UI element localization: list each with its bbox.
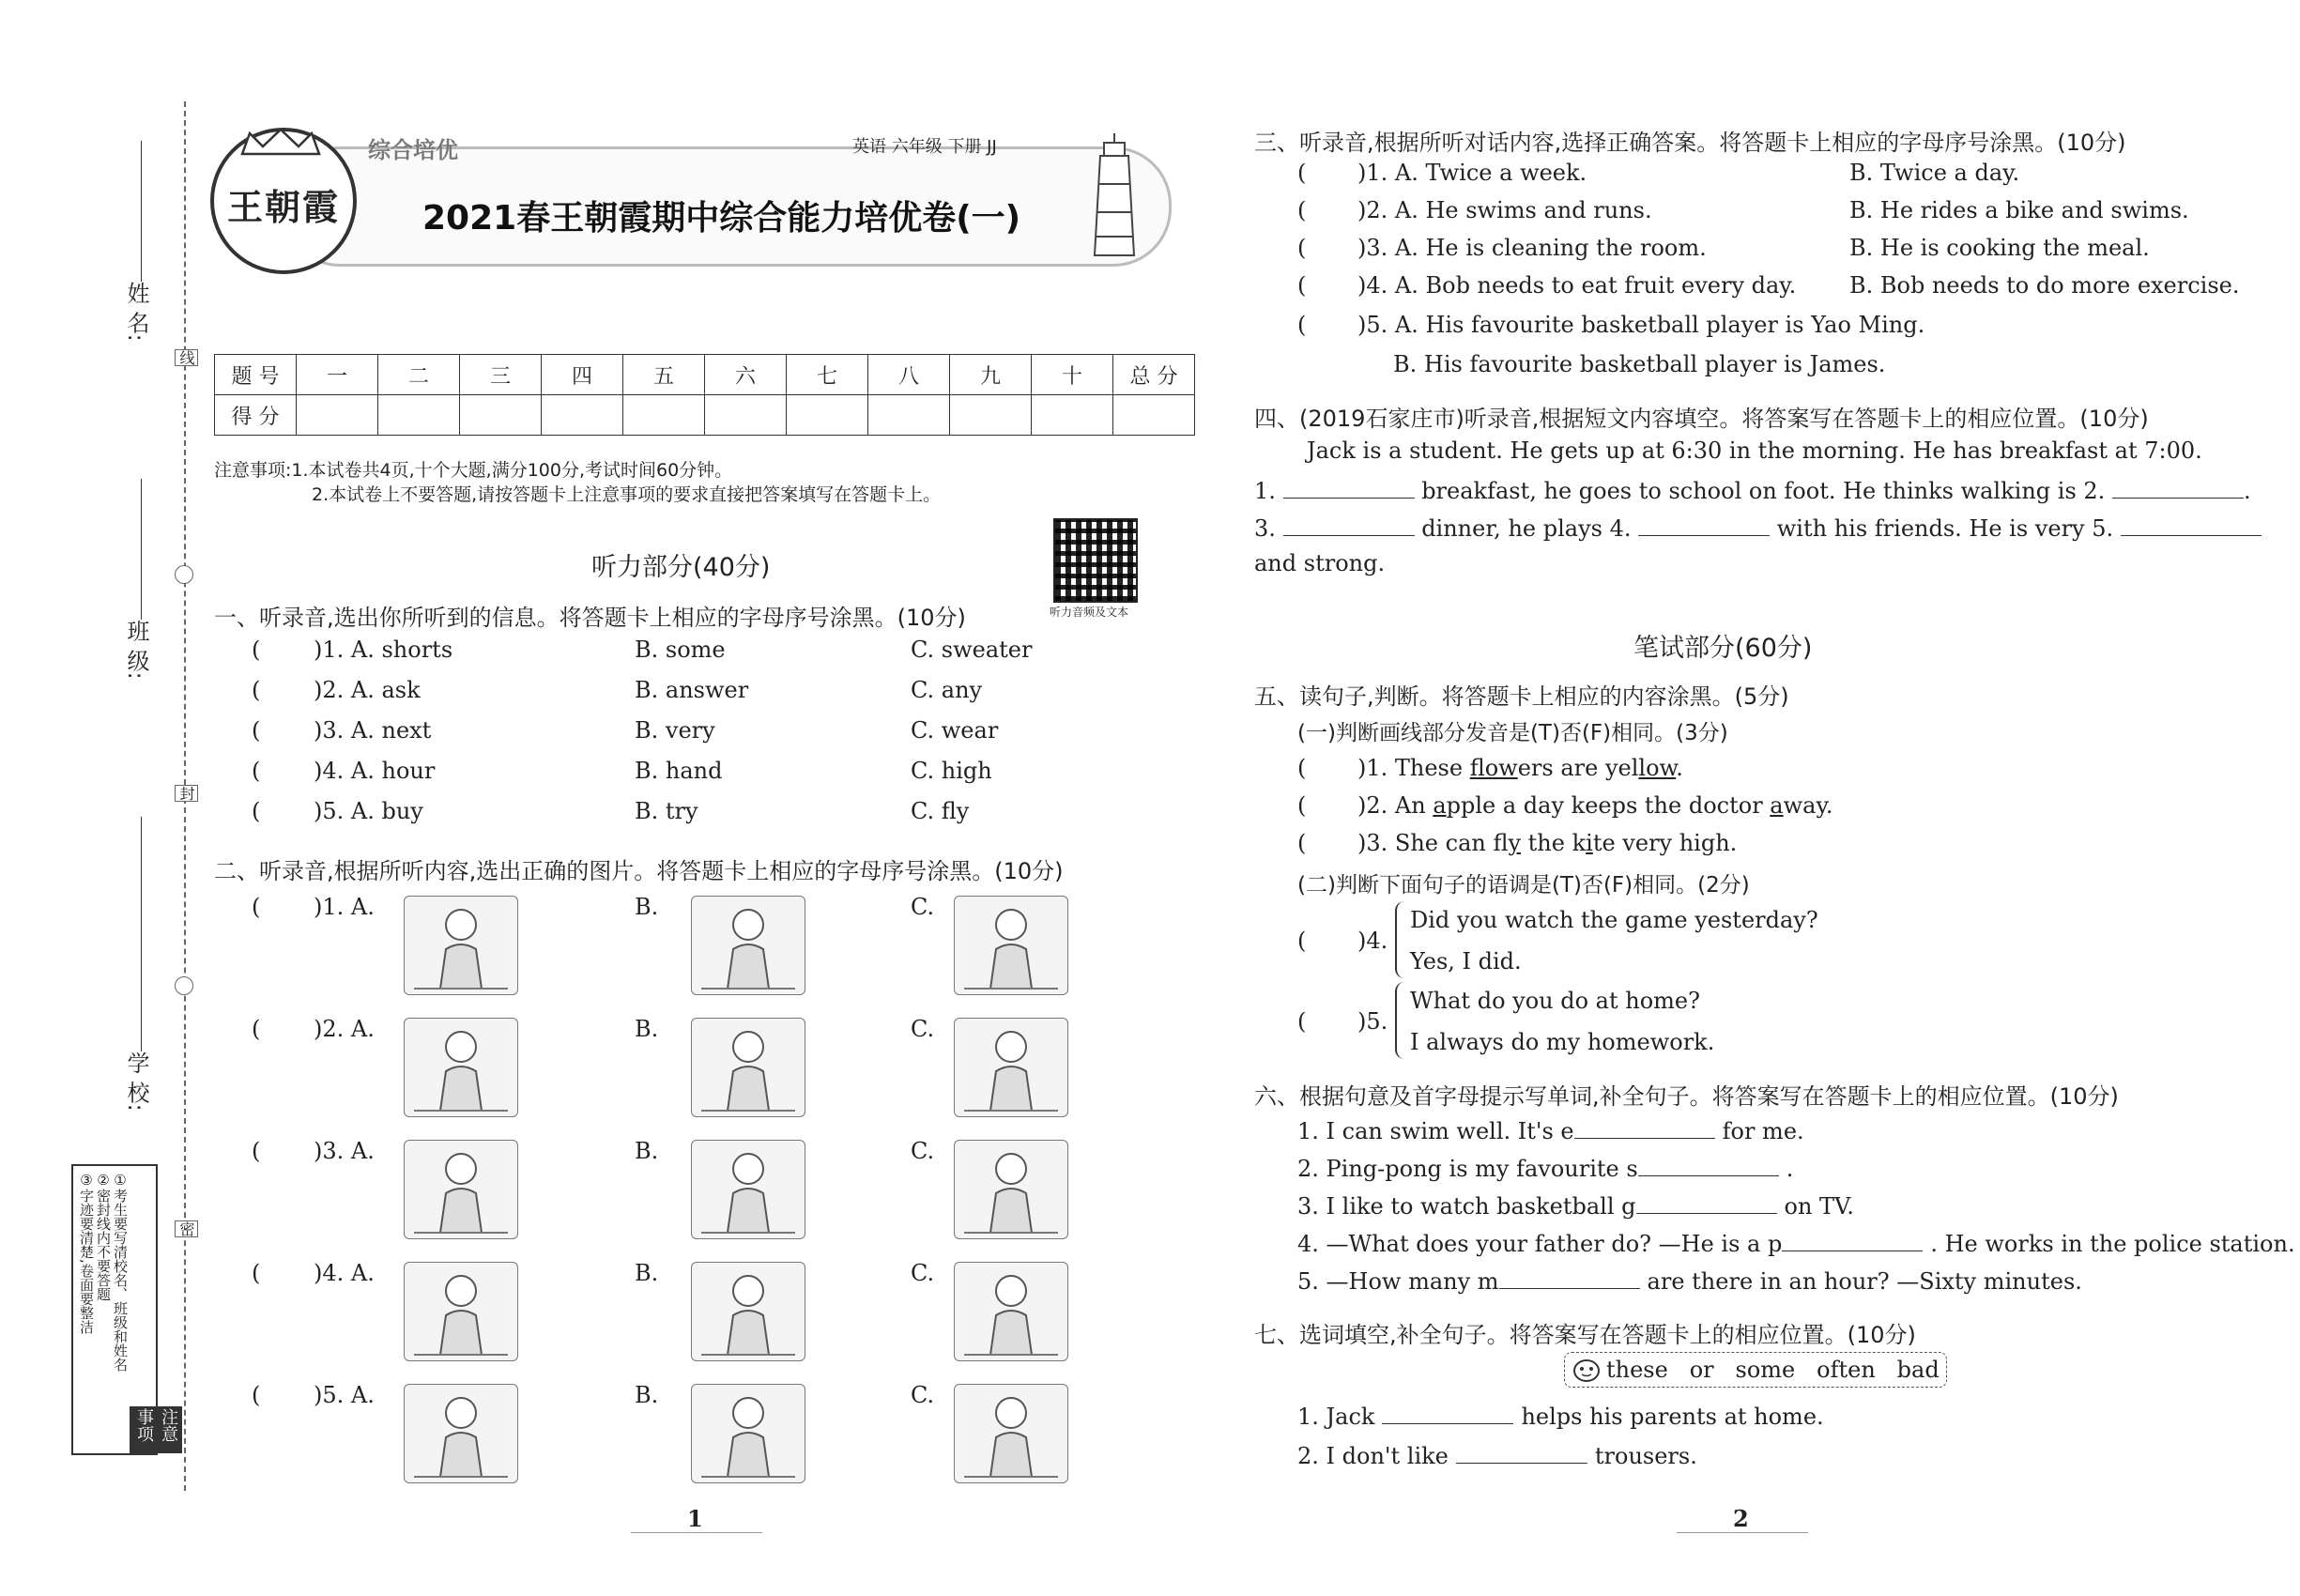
written-section-title: 笔试部分(60分) (1633, 634, 1813, 663)
paren: ( (1297, 197, 1307, 223)
section6-title: 六、根据句意及首字母提示写单词,补全句子。将答案写在答题卡上的相应位置。(10分) (1254, 1083, 2119, 1110)
score-cell-empty[interactable] (1032, 395, 1113, 436)
sec5-underlined: y (1508, 830, 1522, 856)
sec5-sentence (1357, 757, 1683, 779)
sec2-option-c: C. (911, 1382, 935, 1408)
score-table (214, 354, 1195, 436)
sec3-option-b: B. He is cooking the meal. (1849, 235, 2150, 261)
side-notice-box (71, 1164, 178, 1455)
name-underline (141, 141, 142, 282)
sec1-option-a: )1. A. shorts (314, 637, 453, 663)
answer-blank[interactable] (1499, 1267, 1640, 1289)
sec5-text: te very high. (1592, 830, 1738, 856)
sec2-option-a: )2. A. (314, 1016, 375, 1042)
answer-blank[interactable] (1382, 1403, 1513, 1424)
seal-circle-2 (175, 976, 193, 995)
sec5-underlined: flow (1469, 755, 1518, 781)
paren: ( (1297, 272, 1307, 299)
score-cell-empty[interactable] (705, 395, 787, 436)
sec1-option-c: C. any (911, 677, 983, 703)
sec6-text: are there in an hour? —Sixty minutes. (1647, 1268, 2082, 1295)
seal-mark-secret: 密 (175, 1220, 198, 1237)
sec7-text: 2. I don't like (1297, 1443, 1449, 1469)
section3-title: 三、听录音,根据所听对话内容,选择正确答案。将答题卡上相应的字母序号涂黑。(10分) (1254, 130, 2126, 156)
sec2-option-b: B. (635, 1016, 659, 1042)
school-underline (141, 817, 142, 1051)
sec4-line-2 (1254, 477, 2251, 502)
qr-code[interactable] (1053, 518, 1138, 603)
answer-blank-3[interactable] (1283, 514, 1415, 536)
man-riding-bike-icon[interactable] (954, 1262, 1068, 1361)
answer-blank[interactable] (1574, 1117, 1715, 1139)
sec2-option-c: C. (911, 894, 935, 920)
sec2-option-c: C. (911, 1138, 935, 1164)
score-cell: 四 (542, 355, 623, 395)
word-bank-box (1564, 1352, 1947, 1388)
paren: ( (252, 717, 261, 744)
drink-and-ice-cream-icon[interactable] (954, 1384, 1068, 1483)
name-label: 姓 名: (123, 282, 149, 342)
page-number-1: 1 (687, 1505, 703, 1532)
sec3-option-a: )1. A. Twice a week. (1357, 160, 1587, 186)
seal-mark-line: 线 (175, 349, 198, 366)
sec5-underlined: low (1638, 755, 1677, 781)
sec5-sub2: (二)判断下面句子的语调是(T)否(F)相同。(2分) (1297, 873, 1750, 898)
side-notice-3: ③字迹要清楚,卷面要整洁 (78, 1172, 95, 1334)
sec2-option-b: B. (635, 1260, 659, 1286)
brace (1395, 901, 1404, 978)
boy-eating-breakfast-icon[interactable] (954, 896, 1068, 995)
section1-title: 一、听录音,选出你所听到的信息。将答题卡上相应的字母序号涂黑。(10分) (214, 605, 966, 631)
sec5-q4-line2: Yes, I did. (1410, 948, 1522, 974)
sec5-text: )3. She can fl (1357, 830, 1509, 856)
sec1-option-b: B. try (635, 798, 698, 824)
series-label: 综合培优 (368, 137, 458, 163)
sec1-option-a: )4. A. hour (314, 758, 436, 784)
school-label: 学 校: (123, 1051, 149, 1112)
sec7-text: trousers. (1594, 1443, 1697, 1469)
paren: ( (1297, 928, 1307, 954)
sec6-text: . (1786, 1156, 1794, 1182)
sec1-option-a: )5. A. buy (314, 798, 423, 824)
score-cell-empty[interactable] (787, 395, 868, 436)
score-cell: 七 (787, 355, 868, 395)
paren: ( (1297, 160, 1307, 186)
answer-blank-1[interactable] (1283, 477, 1415, 499)
qr-caption: 听力音频及文本 (1050, 606, 1129, 619)
sec5-sentence (1357, 794, 1832, 817)
sec1-option-c: C. sweater (911, 637, 1033, 663)
word-bank-mascot-icon (1572, 1357, 1601, 1383)
sec7-sentence (1297, 1442, 1697, 1467)
hamburger-and-fries-icon[interactable] (691, 1384, 805, 1483)
sec5-text: way. (1783, 792, 1833, 819)
score-cell: 十 (1032, 355, 1113, 395)
score-cell-empty[interactable] (297, 395, 378, 436)
sec2-option-a: )1. A. (314, 894, 375, 920)
sec7-sentence (1297, 1403, 1824, 1428)
sec5-underlined: a (1770, 792, 1784, 819)
sec6-text: 1. I can swim well. It's e (1297, 1118, 1574, 1144)
page-number-2-ornament (1677, 1532, 1808, 1533)
sec6-text: 4. —What does your father do? —He is a p (1297, 1231, 1783, 1257)
brand-name: 王朝霞 (227, 186, 341, 228)
brand-logo (210, 128, 357, 274)
sec1-option-b: B. very (635, 717, 715, 744)
seal-mark-seal: 封 (175, 785, 198, 802)
sec3-option-b: B. Bob needs to do more exercise. (1849, 272, 2240, 299)
sec5-text: ers are yel (1517, 755, 1639, 781)
brace (1395, 982, 1404, 1059)
sec1-option-c: C. fly (911, 798, 970, 824)
score-cell: 三 (460, 355, 542, 395)
sec5-text: )1. These (1357, 755, 1470, 781)
side-notice-2: ②密封线内不要答题 (95, 1172, 112, 1301)
sec2-option-b: B. (635, 1382, 659, 1408)
notes-line-2: 2.本试卷上不要答题,请按答题卡上注意事项的要求直接把答案填写在答题卡上。 (312, 484, 942, 505)
brand-crown-icon (240, 128, 321, 156)
sec6-sentence (1297, 1155, 1793, 1180)
sec5-text: pple a day keeps the doctor (1446, 792, 1771, 819)
sec5-q5-num: )5. (1357, 1008, 1388, 1035)
sec6-text: 5. —How many m (1297, 1268, 1499, 1295)
section2-title: 二、听录音,根据所听内容,选出正确的图片。将答题卡上相应的字母序号涂黑。(10分) (214, 858, 1064, 884)
sec5-q4-num: )4. (1357, 928, 1388, 954)
score-cell-empty[interactable] (460, 395, 542, 436)
sec7-text: helps his parents at home. (1521, 1404, 1824, 1430)
score-cell: 一 (297, 355, 378, 395)
sec6-text: 3. I like to watch basketball g (1297, 1193, 1636, 1220)
family-at-home-icon[interactable] (691, 1140, 805, 1239)
paren: ( (252, 894, 261, 920)
answer-blank-2[interactable] (2112, 477, 2244, 499)
sec5-underlined: i (1586, 830, 1593, 856)
class-label: 班 级: (123, 620, 149, 680)
paren: ( (1297, 830, 1307, 856)
sec1-option-b: B. some (635, 637, 726, 663)
sec6-sentence (1297, 1267, 2082, 1293)
fruit-basket-icon[interactable] (404, 1384, 518, 1483)
lighthouse-icon (1085, 131, 1143, 259)
paren: ( (252, 1260, 261, 1286)
girl-cleaning-room-icon[interactable] (404, 1140, 518, 1239)
sec1-option-b: B. hand (635, 758, 723, 784)
word-bank-words: these or some often bad (1606, 1357, 1940, 1383)
section7-title: 七、选词填空,补全句子。将答案写在答题卡上的相应位置。(10分) (1254, 1322, 1916, 1348)
page-number-1-ornament (631, 1532, 762, 1533)
sec2-option-a: )3. A. (314, 1138, 375, 1164)
girl-brushing-teeth-icon[interactable] (404, 896, 518, 995)
sec4-text-5: with his friends. He is very 5. (1776, 515, 2114, 542)
sec6-sentence (1297, 1192, 1854, 1218)
score-row-label: 得 分 (215, 395, 297, 436)
page-number-2: 2 (1733, 1505, 1749, 1532)
sec6-text: . He works in the police station. (1930, 1231, 2295, 1257)
score-table-header-row (215, 355, 1195, 395)
answer-blank[interactable] (1782, 1230, 1923, 1251)
paren: ( (252, 798, 261, 824)
score-cell-empty[interactable] (868, 395, 950, 436)
sec4-period: . (2243, 478, 2251, 504)
answer-blank[interactable] (1456, 1442, 1587, 1464)
sec6-text: 2. Ping-pong is my favourite s (1297, 1156, 1638, 1182)
sec3-q5-b: B. His favourite basketball player is James. (1393, 351, 1886, 377)
sec2-option-b: B. (635, 894, 659, 920)
sec5-q4-line1: Did you watch the game yesterday? (1410, 907, 1818, 933)
sec6-text: on TV. (1784, 1193, 1854, 1220)
score-cell: 六 (705, 355, 787, 395)
paren: ( (1297, 312, 1307, 338)
sec6-sentence (1297, 1230, 2295, 1255)
sec5-q5-line2: I always do my homework. (1410, 1029, 1715, 1055)
sec5-underlined: a (1433, 792, 1447, 819)
score-cell-empty[interactable] (542, 395, 623, 436)
score-cell-empty[interactable] (623, 395, 705, 436)
score-cell: 八 (868, 355, 950, 395)
sec4-text-2: breakfast, he goes to school on foot. He thinks walking is 2. (1421, 478, 2106, 504)
paren: ( (1297, 235, 1307, 261)
sec3-q5-a: )5. A. His favourite basketball player is Yao Ming. (1357, 312, 1925, 338)
score-cell: 九 (950, 355, 1032, 395)
sec6-sentence (1297, 1117, 1804, 1143)
sec4-line-3 (1254, 514, 2262, 540)
sec1-option-a: )2. A. ask (314, 677, 421, 703)
seal-circle-1 (175, 565, 193, 584)
score-cell: 五 (623, 355, 705, 395)
sec2-option-a: )4. A. (314, 1260, 375, 1286)
boys-playing-basketball-icon[interactable] (404, 1018, 518, 1117)
score-cell: 总 分 (1113, 355, 1195, 395)
sec5-text: the k (1521, 830, 1587, 856)
paren: ( (252, 1016, 261, 1042)
answer-blank[interactable] (1638, 1155, 1779, 1176)
sec6-text: for me. (1722, 1118, 1804, 1144)
paren: ( (252, 637, 261, 663)
sec4-line-4: and strong. (1254, 550, 1386, 576)
sec5-sentence (1357, 832, 1737, 854)
sec1-option-c: C. wear (911, 717, 999, 744)
score-cell: 二 (378, 355, 460, 395)
sec4-text-4: dinner, he plays 4. (1421, 515, 1632, 542)
sec5-q5-line1: What do you do at home? (1410, 988, 1700, 1014)
paren: ( (252, 1138, 261, 1164)
score-cell-empty[interactable] (1113, 395, 1195, 436)
sec2-option-c: C. (911, 1260, 935, 1286)
sec1-option-a: )3. A. next (314, 717, 432, 744)
sec4-line-1: Jack is a student. He gets up at 6:30 in the morning. He has breakfast at 7:00. (1307, 437, 2202, 464)
side-notice-1: ①考生要写清校名、班级和姓名 (112, 1172, 129, 1372)
sec3-option-a: )3. A. He is cleaning the room. (1357, 235, 1707, 261)
paren: ( (252, 677, 261, 703)
paren: ( (1297, 755, 1307, 781)
boy-with-basketball-icon[interactable] (691, 1262, 805, 1361)
sec4-num-3: 3. (1254, 515, 1276, 542)
sec2-option-c: C. (911, 1016, 935, 1042)
sec3-option-b: B. Twice a day. (1849, 160, 2020, 186)
paren: ( (252, 758, 261, 784)
sec1-option-b: B. answer (635, 677, 749, 703)
grade-meta: 英语 六年级 下册 JJ (852, 137, 997, 157)
sec2-option-b: B. (635, 1138, 659, 1164)
answer-blank-4[interactable] (1638, 514, 1770, 536)
score-cell: 题 号 (215, 355, 297, 395)
boys-playing-football-icon[interactable] (691, 1018, 805, 1117)
side-notice-title: 注意事项 (130, 1406, 182, 1453)
paper-title: 2021春王朝霞期中综合能力培优卷(一) (422, 199, 1021, 238)
sec4-num-1: 1. (1254, 478, 1276, 504)
sec5-sub1: (一)判断画线部分发音是(T)否(F)相同。(3分) (1297, 721, 1728, 745)
sec3-option-a: )4. A. Bob needs to eat fruit every day. (1357, 272, 1797, 299)
answer-blank[interactable] (1636, 1192, 1777, 1214)
score-cell-empty[interactable] (950, 395, 1032, 436)
score-cell-empty[interactable] (378, 395, 460, 436)
boy-flying-kite-icon[interactable] (404, 1262, 518, 1361)
section4-title: 四、(2019石家庄市)听录音,根据短文内容填空。将答案写在答题卡上的相应位置。(10分) (1254, 406, 2149, 432)
sec2-option-a: )5. A. (314, 1382, 375, 1408)
class-underline (141, 479, 142, 620)
paren: ( (252, 1382, 261, 1408)
sec5-text: . (1676, 755, 1683, 781)
sec5-text: )2. An (1357, 792, 1434, 819)
boy-washing-face-icon[interactable] (691, 896, 805, 995)
girl-with-cake-icon[interactable] (954, 1140, 1068, 1239)
paren: ( (1297, 1008, 1307, 1035)
sec3-option-b: B. He rides a bike and swims. (1849, 197, 2189, 223)
notes-line-1: 注意事项:1.本试卷共4页,十个大题,满分100分,考试时间60分钟。 (214, 460, 733, 481)
sec1-option-c: C. high (911, 758, 992, 784)
sec7-text: 1. Jack (1297, 1404, 1375, 1430)
score-table-score-row (215, 395, 1195, 436)
paren: ( (1297, 792, 1307, 819)
sec3-option-a: )2. A. He swims and runs. (1357, 197, 1652, 223)
listening-section-title: 听力部分(40分) (591, 553, 771, 582)
kids-playing-tennis-icon[interactable] (954, 1018, 1068, 1117)
section5-title: 五、读句子,判断。将答题卡上相应的内容涂黑。(5分) (1254, 683, 1789, 710)
answer-blank-5[interactable] (2121, 514, 2262, 536)
